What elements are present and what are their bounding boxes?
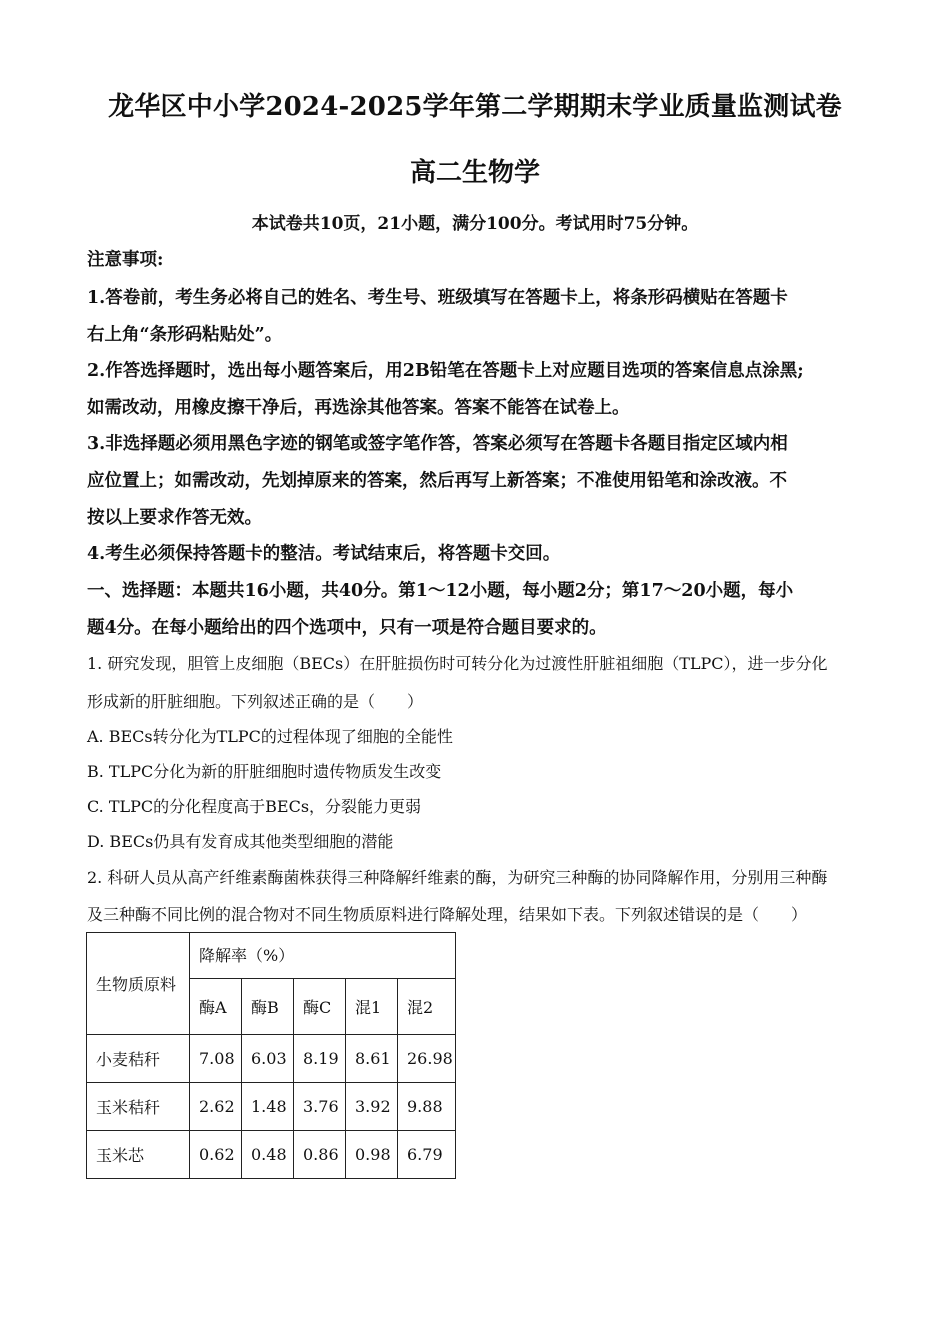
row-name-cell: 小麦秸秆	[87, 1035, 190, 1083]
value-cell: 0.48	[242, 1131, 294, 1179]
column-header: 混1	[346, 979, 398, 1035]
notice-line: 应位置上；如需改动，先划掉原来的答案，然后再写上新答案；不准使用铅笔和涂改液。不	[87, 471, 787, 491]
notice-line: 按以上要求作答无效。	[87, 508, 262, 528]
row-name-cell: 玉米芯	[87, 1131, 190, 1179]
group-header-cell: 降解率（%）	[190, 933, 456, 979]
value-cell: 6.79	[398, 1131, 456, 1179]
exam-info: 本试卷共10页，21小题，满分100分。考试用时75分钟。	[251, 214, 699, 234]
value-cell: 8.61	[346, 1035, 398, 1083]
column-header: 酶A	[190, 979, 242, 1035]
notice-line: 3.非选择题必须用黑色字迹的钢笔或签字笔作答，答案必须写在答题卡各题目指定区域内相	[87, 434, 788, 454]
exam-title: 龙华区中小学2024-2025学年第二学期期末学业质量监测试卷	[108, 92, 842, 122]
notice-line: 1.答卷前，考生务必将自己的姓名、考生号、班级填写在答题卡上，将条形码横贴在答题卡	[87, 288, 788, 308]
q1-option-a: A. BECs转分化为TLPC的过程体现了细胞的全能性	[87, 727, 453, 746]
table-row	[87, 1035, 456, 1083]
value-cell: 1.48	[242, 1083, 294, 1131]
notice-line: 4.考生必须保持答题卡的整洁。考试结束后，将答题卡交回。	[87, 544, 561, 564]
value-cell: 8.19	[294, 1035, 346, 1083]
value-cell: 3.76	[294, 1083, 346, 1131]
value-cell: 0.62	[190, 1131, 242, 1179]
table-row	[87, 1131, 456, 1179]
notice-line: 2.作答选择题时，选出每小题答案后，用2B铅笔在答题卡上对应题目选项的答案信息点涂黑;	[87, 361, 804, 381]
value-cell: 7.08	[190, 1035, 242, 1083]
notice-line: 如需改动，用橡皮擦干净后，再选涂其他答案。答案不能答在试卷上。	[87, 398, 630, 418]
value-cell: 0.86	[294, 1131, 346, 1179]
q1-stem: 形成新的肝脏细胞。下列叙述正确的是（ ）	[87, 692, 424, 711]
column-header: 酶B	[242, 979, 294, 1035]
section-heading: 题4分。在每小题给出的四个选项中，只有一项是符合题目要求的。	[87, 618, 607, 638]
q1-option-d: D. BECs仍具有发育成其他类型细胞的潜能	[87, 832, 394, 851]
q1-option-b: B. TLPC分化为新的肝脏细胞时遗传物质发生改变	[87, 762, 442, 781]
q2-stem: 2. 科研人员从高产纤维素酶菌株获得三种降解纤维素的酶，为研究三种酶的协同降解作用，分别用三种酶	[87, 868, 828, 887]
notice-line: 右上角“条形码粘贴处”。	[87, 325, 283, 345]
column-header: 酶C	[294, 979, 346, 1035]
q1-stem: 1. 研究发现，胆管上皮细胞（BECs）在肝脏损伤时可转分化为过渡性肝脏祖细胞（TLPC），进一步分化	[87, 654, 828, 673]
column-header: 混2	[398, 979, 456, 1035]
value-cell: 26.98	[398, 1035, 456, 1083]
notice-heading: 注意事项:	[87, 250, 164, 270]
row-header-cell: 生物质原料	[87, 933, 190, 1035]
degradation-table	[86, 932, 456, 1179]
q1-option-c: C. TLPC的分化程度高于BECs，分裂能力更弱	[87, 797, 422, 816]
value-cell: 9.88	[398, 1083, 456, 1131]
subject-title: 高二生物学	[409, 158, 540, 188]
q2-stem: 及三种酶不同比例的混合物对不同生物质原料进行降解处理，结果如下表。下列叙述错误的是（ ）	[87, 905, 808, 924]
table-row	[87, 1083, 456, 1131]
value-cell: 3.92	[346, 1083, 398, 1131]
value-cell: 2.62	[190, 1083, 242, 1131]
row-name-cell: 玉米秸秆	[87, 1083, 190, 1131]
value-cell: 6.03	[242, 1035, 294, 1083]
section-heading: 一、选择题：本题共16小题，共40分。第1～12小题，每小题2分；第17～20小题，每小	[87, 581, 794, 601]
value-cell: 0.98	[346, 1131, 398, 1179]
